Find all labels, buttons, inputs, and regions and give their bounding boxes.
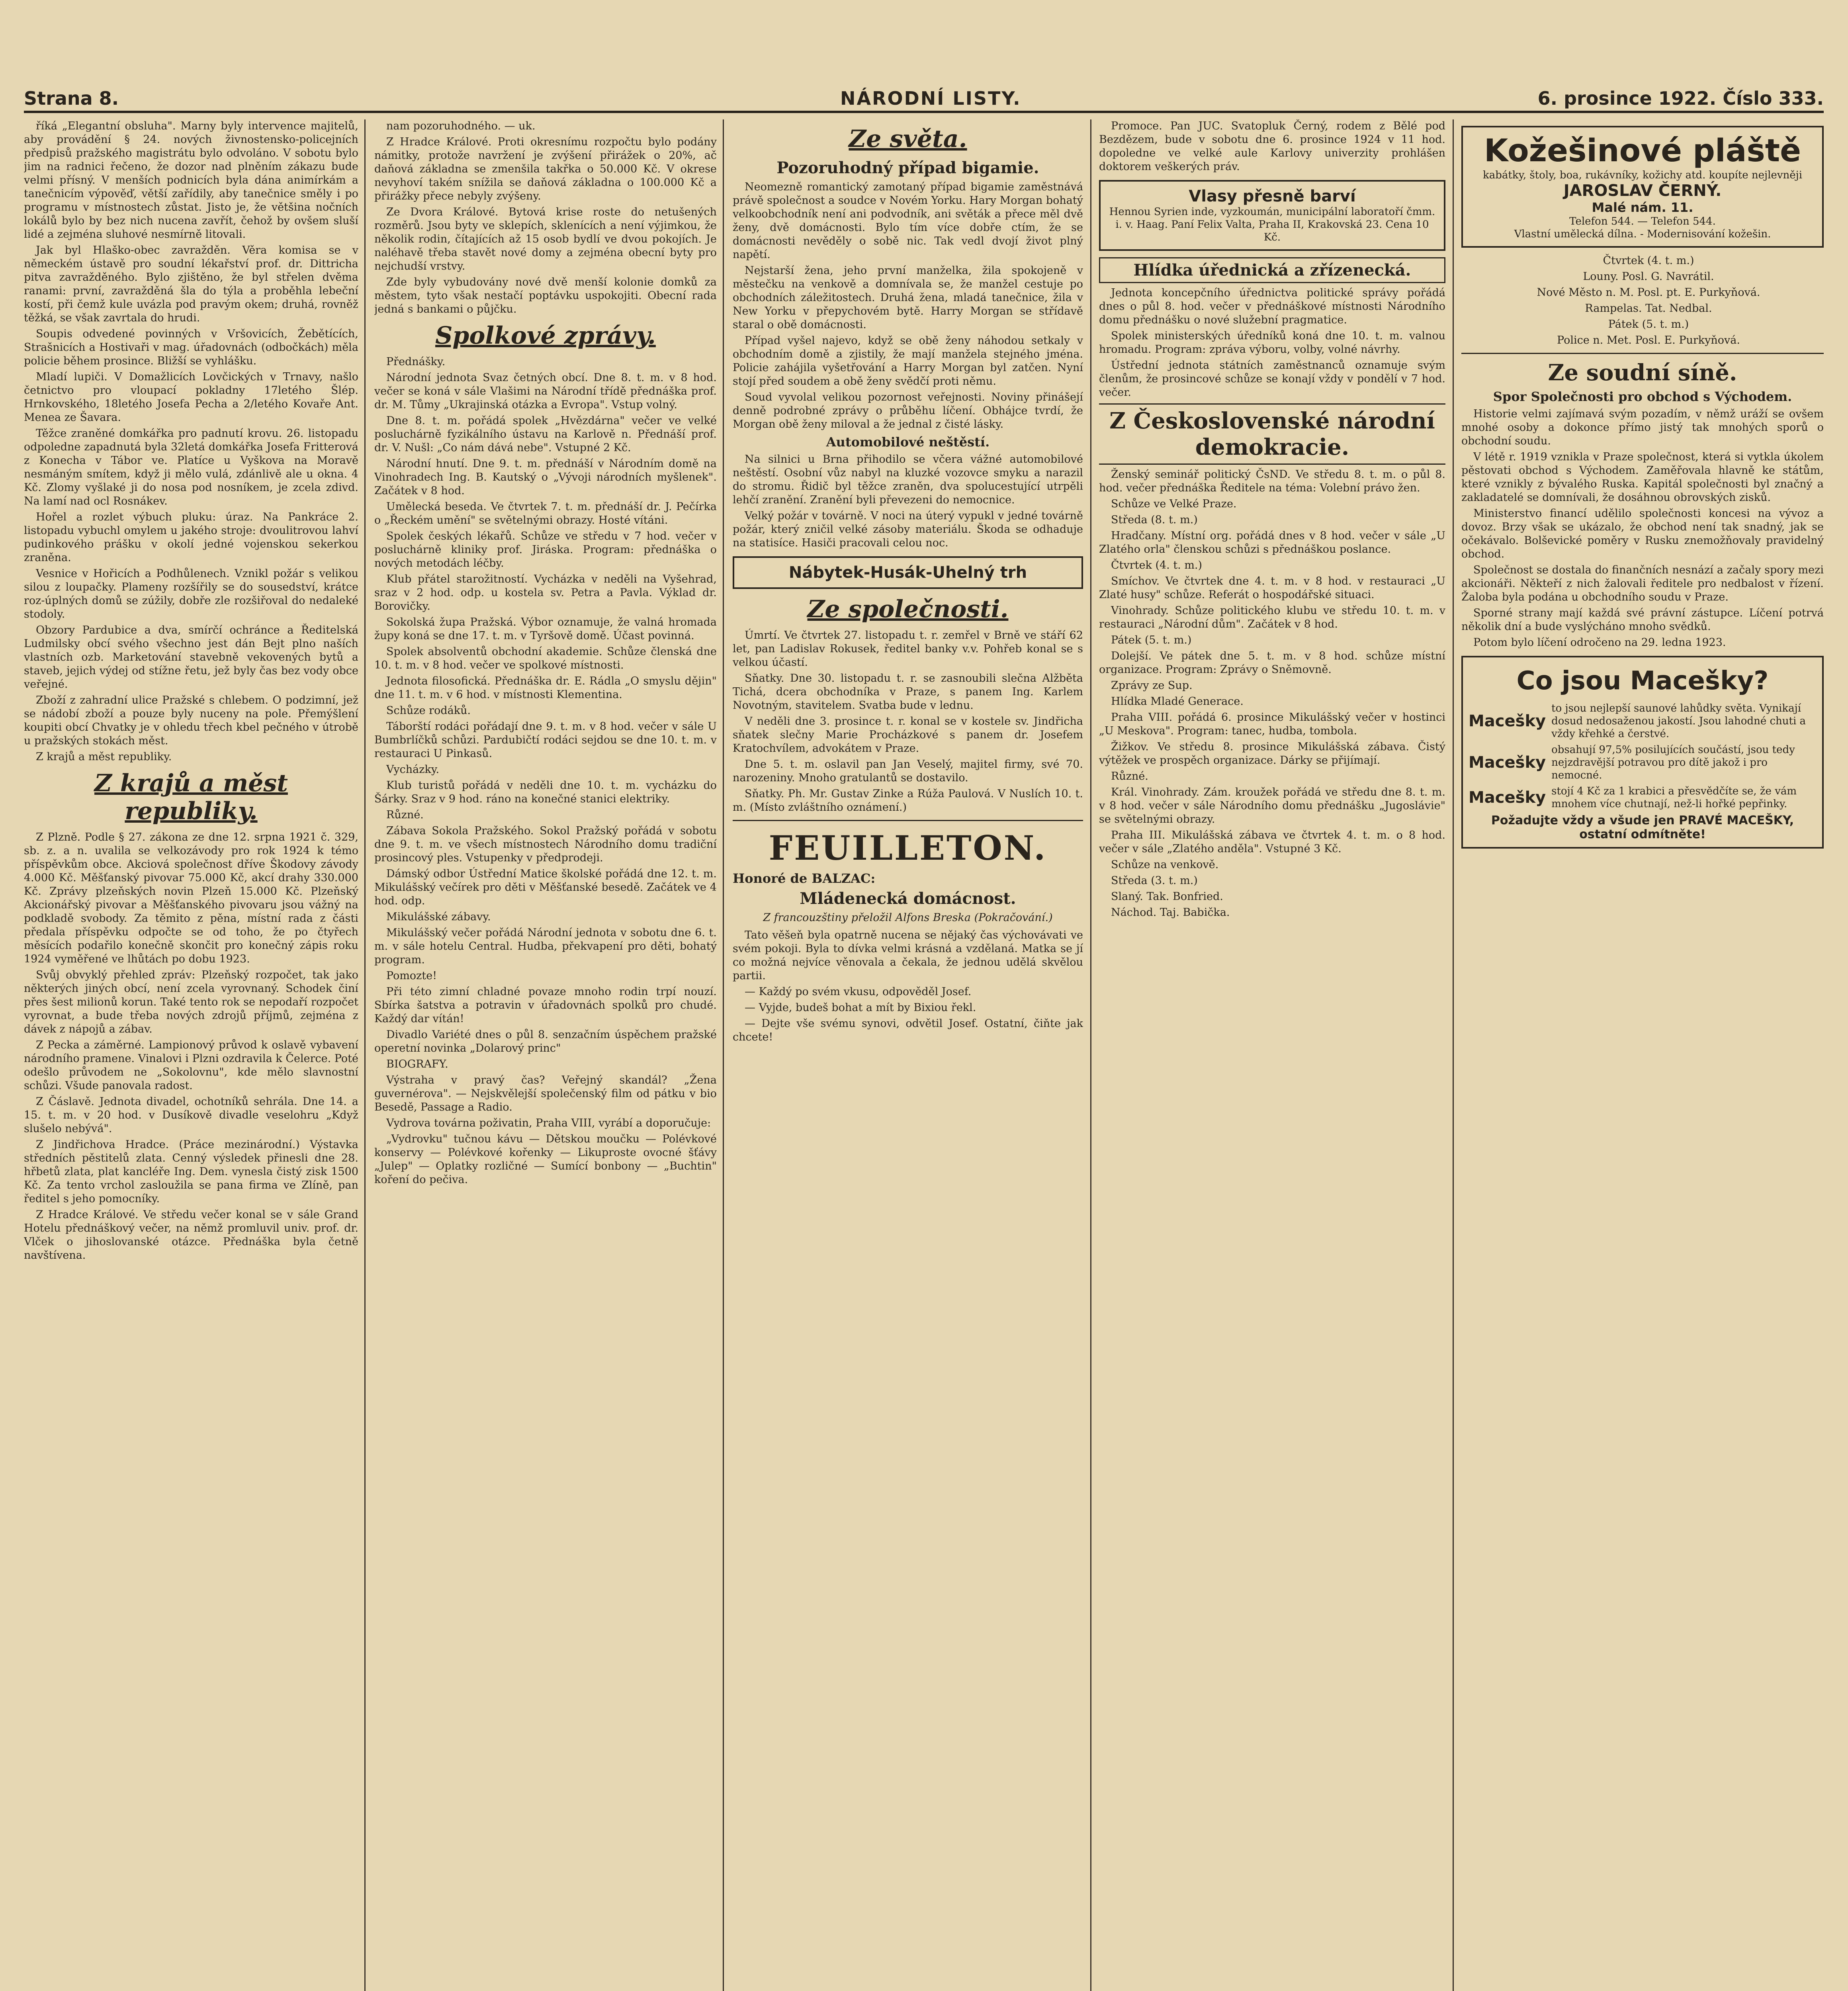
paragraph: Velký požár v továrně. V noci na úterý vypukl v jedné továrně požár, který zničil velké zásoby materiálu. Škoda se odhaduje na statisíce. Hasiči pracovali celou noc. — [733, 510, 1083, 549]
divider — [733, 820, 1083, 821]
pansy-ad-row — [1469, 785, 1817, 810]
column-1 — [24, 119, 358, 1991]
paragraph: Různé. — [1111, 770, 1148, 782]
bigamy-article — [733, 180, 1083, 431]
paragraph: Dámský odbor Ústřední Matice školské pořádá dne 12. t. m. Mikulášský večírek pro děti v Měšťanské besedě. Začátek ve 4 hod. odp. — [374, 868, 717, 907]
furniture-ad — [733, 556, 1083, 589]
fur-coat-ad-note: Vlastní umělecká dílna. - Modernisování kožešin. — [1514, 228, 1771, 240]
paragraph: Zábava Sokola Pražského. Sokol Pražský pořádá v sobotu dne 9. t. m. ve všech místnostech Národního domu tradiční prosincový ples. Vstupenky v předprodeji. — [374, 825, 717, 864]
paragraph: Ze Dvora Králové. Bytová krise roste do netušených rozměrů. Jsou byty ve sklepích, sklenících a není výjimkou, že několik rodin, čítajících až 15 osob bydlí ve dvou pokojích. Je naléhavě třeba stavět nové domy a zejména obecní byty pro nejchudší vrstvy. — [374, 206, 717, 272]
paragraph: Vycházky. — [386, 763, 440, 776]
paragraph: Čtvrtek (4. t. m.) — [1603, 254, 1694, 267]
paragraph: Národní hnutí. Dne 9. t. m. přednáší v Národním domě na Vinohradech Ing. B. Kautský o „Vývoji národních myšlenek". Začátek v 8 hod. — [374, 458, 717, 497]
section-heading-national-democracy: Z Československé národní demokracie. — [1099, 403, 1445, 465]
paragraph: Umělecká beseda. Ve čtvrtek 7. t. m. přednáší dr. J. Pečírka o „Řeckém umění" se světelnými obrazy. Hosté vítáni. — [374, 501, 717, 526]
paragraph: Společnost se dostala do finančních nesnází a začaly spory mezi akcionáři. Někteří z nich žalovali ředitele pro nedbalost v řízení. Žaloba byla podána u obchodního soudu v Praze. — [1461, 564, 1824, 603]
paragraph: Jednota koncepčního úřednictva politické správy pořádá dnes o půl 8. hod. večer v přednáškové místnosti Národního domu přednášku o nové služební pragmatice. — [1099, 287, 1445, 326]
paragraph: V neděli dne 3. prosince t. r. konal se v kostele sv. Jindřicha sňatek slečny Marie Procházkové s panem dr. Josefem Kratochvílem, advokátem v Praze. — [733, 715, 1083, 755]
paragraph: Pomozte! — [386, 970, 437, 982]
pansy-ad-word: Macešky — [1469, 788, 1546, 807]
column-rule — [1090, 119, 1091, 1991]
paragraph: Hlídka Mladé Generace. — [1111, 695, 1244, 708]
notices — [1099, 119, 1445, 174]
paragraph: Tato věšeň byla opatrně nucena se nějaký čas výchovávati ve svém pokoji. Byla to dívka velmi krásná a vzdělaná. Matka se jí co možná nejvíce věnovala a čekala, že jednou udělá skvělou partii. — [733, 929, 1083, 982]
column-3 — [733, 119, 1083, 1991]
paragraph: Slaný. Tak. Bonfried. — [1111, 890, 1223, 903]
paragraph: Středa (3. t. m.) — [1111, 874, 1198, 887]
pansy-ad-text-2: obsahují 97,5% posilujících součástí, jsou tedy nejzdravější potravou pro dítě jakož i pro nemocné. — [1551, 744, 1795, 781]
paragraph: Obzory Pardubice a dva, smírčí ochránce a Ředitelská Ludmilsky obcí svého všechno jest dán Bejt plno naších vlastních ozb. Marketování stavebně vekovených bytů a staveb, jejich výdej od stížne řetu, jež byly čas bez vody obce veřejné. — [24, 624, 358, 690]
feuilleton-translator: Z francouzštiny přeložil Alfons Breska (Pokračování.) — [763, 911, 1053, 924]
paragraph: Schůze rodáků. — [386, 704, 471, 717]
paragraph: Ženský seminář politický ČsND. Ve středu 8. t. m. o půl 8. hod. večer přednáška Ředitele na téma: Volební právo žen. — [1099, 468, 1445, 494]
paragraph: Hradčany. Místní org. pořádá dnes v 8 hod. večer v sále „U Zlatého orla" členskou schůzi s přednáškou poslance. — [1099, 530, 1445, 555]
paragraph: Sokolská župa Pražská. Výbor oznamuje, že valná hromada župy koná se dne 17. t. m. v Tyršově domě. Účast povinná. — [374, 616, 717, 642]
paragraph: — Vyjde, budeš bohat a mít by Bixiou řekl. — [745, 1001, 976, 1014]
paragraph: Dne 5. t. m. oslavil pan Jan Veselý, majitel firmy, své 70. narozeniny. Mnoho gratulantů se dostavilo. — [733, 758, 1083, 784]
issue-date: 6. prosince 1922. Číslo 333. — [1537, 88, 1824, 109]
section-heading-court: Ze soudní síně. — [1548, 360, 1737, 386]
column-1-text — [24, 119, 358, 764]
pansy-ad-row — [1469, 702, 1817, 740]
paragraph: Rampelas. Tat. Nedbal. — [1585, 302, 1712, 315]
court-article — [1461, 407, 1824, 649]
column-2-text — [374, 119, 717, 316]
paragraph: BIOGRAFY. — [386, 1058, 448, 1070]
page-number: Strana 8. — [24, 88, 119, 109]
paragraph: Nejstarší žena, jeho první manželka, žila spokojeně v městečku na venkově a domnívala se, že manžel cestuje po obchodních záležitostech. Druhá žena, mladá tanečnice, žila v New Yorku v přepychovém bytě. Harry Morgan se střídavě staral o obě domácnosti. — [733, 264, 1083, 331]
paragraph: Král. Vinohrady. Zám. kroužek pořádá ve středu dne 8. t. m. v 8 hod. večer v sále Národního domu přednášku „Jugoslávie" se světelnými obrazy. — [1099, 786, 1445, 825]
paragraph: říká „Elegantní obsluha". Marny byly intervence majitelů, aby provádění § 24. nových živnostensko-policejních předpisů pražského magistrátu bylo odvoláno. V sobotu bylo jim na radnici řečeno, že dozor nad plněním zákazu bude velmi přísný. V menších podnicích byla dána animírkám a tanečnicím výpověď, větší zařídily, aby tanečnice směly i po programu v místnostech zůstat. Jisto je, že většina nočních lokálů bylo by bez nich nucena zavřít, čehož by ovšem sluší lidé a zejména sluhové nesmírně litovali. — [24, 120, 358, 241]
paragraph: Klub přátel starožitností. Vycházka v neděli na Vyšehrad, sraz v 2 hod. odp. u kostela sv. Petra a Pavla. Výklad dr. Borovičky. — [374, 573, 717, 612]
column-5 — [1461, 119, 1824, 1991]
paragraph: Těžce zraněné domkářka pro padnutí krovu. 26. listopadu odpoledne zapadnutá byla 32letá domkářka Josefa Fritterová z Konecha v Tábor ve. Platíce u Vyškova na Moravě nesmáným smítem, když ji mělo vulá, zdánlivě ale u okna. 4 Kč. Zlomy vyšlaké ji do nosa pod nosníkem, je zcela zdivd. Na lamí nad ocl Rosnákev. — [24, 427, 358, 507]
paragraph: Dne 8. t. m. pořádá spolek „Hvězdárna" večer ve velké posluchárně fyzikálního ústavu na Karlově n. Přednáší prof. dr. V. Nušl: „Co nám dává nebe". Vstupné 2 Kč. — [374, 415, 717, 454]
section-heading-societies: Spolkové zprávy. — [435, 322, 656, 350]
paragraph: Z Plzně. Podle § 27. zákona ze dne 12. srpna 1921 č. 329, sb. z. a n. uvalila se velkozávody pro rok 1924 k témo příspěvkům obce. Akciová společnost dříve Škodovy závody 4.000 Kč. Měšťanský pivovar 75.000 Kč, akcí drahy 330.000 Kč. Zprávy plzeňských novin Plzeň 15.000 Kč. Plzeňský Akcionářský pivovar a Měšťanského pivovaru jsou vážný na podkladě svobody. Za těmito z pěna, místní rada z části předala příspěvku odpočte se od toho, že po čtyřech měsících podařilo konečně skončit pro konečný zápis roku 1924 vyměřené ve lhůtách po dobu 1923. — [24, 831, 358, 965]
fur-coat-ad-address: Malé nám. 11. — [1592, 200, 1694, 215]
paragraph: Výstraha v pravý čas? Veřejný skandál? „Žena guvernérova". — Nejskvělejší společenský film od pátku v bio Besedě, Passage a Radio. — [374, 1074, 717, 1113]
paragraph: Z Hradce Králové. Proti okresnímu rozpočtu bylo podány námitky, protože navržení je zvýšení přirážek o 20%, ač daňová základna se zmenšila takřka o 50.000 Kč. V okrese nevyhoví takém snížila se daňová základna o 100.000 Kč a přirážky přece nebyly zvýšeny. — [374, 136, 717, 202]
feuilleton-heading: FEUILLETON. — [769, 828, 1047, 868]
paragraph: Středa (8. t. m.) — [1111, 514, 1198, 526]
paragraph: Pátek (5. t. m.) — [1608, 318, 1689, 331]
paragraph: Neomezně romantický zamotaný případ bigamie zaměstnává právě společnost a soudce v Novém Yorku. Hary Morgan bohatý velkoobchodník není ani podvodník, ani světák a přece měl dvě ženy, dvě domácnosti. Bylo tím více dobře ctím, že se domácnosti nevěděly o sobě nic. Tak vedl dvojí život plný napětí. — [733, 181, 1083, 261]
paragraph: Ústřední jednota státních zaměstnanců oznamuje svým členům, že prosincové schůze se konají vždy v pondělí v 7 hod. večer. — [1099, 359, 1445, 399]
paragraph: Svůj obvyklý přehled zpráv: Plzeňský rozpočet, tak jako některých jiných obcí, není zcela vyrovnaný. Schodek činí přes šest milionů korun. Také tento rok se nepodaří rozpočet vyrovnat, a bude třeba nových zdrojů příjmů, zejména z dávek z nápojů a zábav. — [24, 969, 358, 1035]
paragraph: Z krajů a měst republiky. — [36, 751, 172, 763]
hair-dye-ad — [1099, 180, 1445, 251]
paragraph: Sňatky. Ph. Mr. Gustav Zinke a Rúža Paulová. V Nuslích 10. t. m. (Místo zvláštního oznámení.) — [733, 788, 1083, 814]
column-2 — [374, 119, 717, 1991]
paragraph: „Vydrovku" tučnou kávu — Dětskou moučku — Polévkové konservy — Polévkové kořenky — Likuproste ovocné šťávy „Julep" — Oplatky rozličné — Sumící bonbony — „Buchtin" koření do pečiva. — [374, 1133, 717, 1186]
accident-article — [733, 453, 1083, 550]
fur-coat-ad-name: JAROSLAV ČERNÝ. — [1563, 182, 1722, 200]
officials-news — [1099, 286, 1445, 399]
article-title-bigamy: Pozoruhodný případ bigamie. — [776, 158, 1039, 177]
hair-dye-ad-title: Vlasy přesně barví — [1189, 187, 1356, 205]
paragraph: — Každý po svém vkusu, odpověděl Josef. — [745, 986, 972, 998]
pansy-ad-footer: Požadujte vždy a všude jen PRAVÉ MACEŠKY, ostatní odmítněte! — [1491, 814, 1794, 841]
pansy-ad — [1461, 656, 1824, 849]
paragraph: Přednášky. — [386, 356, 446, 368]
paragraph: Praha VIII. pořádá 6. prosince Mikulášský večer v hostinci „U Meskova". Program: tanec, hudba, tombola. — [1099, 711, 1445, 737]
paragraph: Táborští rodáci pořádají dne 9. t. m. v 8 hod. večer v sále U Bumbrlíčků schůzi. Pardubičtí rodáci sejdou se dne 10. t. m. v restauraci U Pinkasů. — [374, 720, 717, 760]
section-heading-society: Ze společnosti. — [807, 595, 1009, 623]
paragraph: Soud vyvolal velikou pozornost veřejnosti. Noviny přinášejí denně podrobné zprávy o průběhu líčení. Obhájce tvrdí, že Morgan obě ženy miloval a že jednal z čisté lásky. — [733, 391, 1083, 430]
paragraph: Různé. — [386, 809, 424, 821]
pansy-ad-row — [1469, 743, 1817, 782]
paragraph: — Dejte vše svému synovi, odvětil Josef. Ostatní, čiňte jak chcete! — [733, 1017, 1083, 1043]
hair-dye-ad-text: Hennou Syrien inde, vyzkoumán, municipální laboratoří čmm. i. v. Haag. Paní Felix Valta, Praha II, Krakovská 23. Cena 10 Kč. — [1109, 206, 1435, 243]
paragraph: Zprávy ze Sup. — [1111, 679, 1193, 692]
paragraph: Sňatky. Dne 30. listopadu t. r. se zasnoubili slečna Alžběta Tichá, dcera obchodníka v Praze, s panem Ing. Karlem Novotným, stavitelem. Svatba bude v lednu. — [733, 672, 1083, 712]
feuilleton-author: Honoré de BALZAC: — [733, 871, 876, 886]
paragraph: Mikulášský večer pořádá Národní jednota v sobotu dne 6. t. m. v sále hotelu Central. Hudba, překvapení pro děti, bohatý program. — [374, 927, 717, 966]
paragraph: Mikulášské zábavy. — [386, 911, 491, 923]
paragraph: Soupis odvedené povinných v Vršovicích, Žebětících, Strašnicích a Hostivaři v mag. úřadovnách (odbočkách) měla policie během prosince. Bližší se vyhlášku. — [24, 328, 358, 367]
section-heading-regions: Z krajů a měst republiky. — [94, 769, 288, 825]
header-rule — [24, 111, 1824, 113]
pansy-ad-title: Co jsou Macešky? — [1516, 666, 1769, 696]
fur-coat-ad — [1461, 126, 1824, 248]
paragraph: Případ vyšel najevo, když se obě ženy náhodou setkaly v obchodním domě a zjistily, že mají manžela stejného jména. Policie zahájila vyšetřování a Harry Morgan byl zatčen. Nyní stojí před soudem a obě ženy svědčí proti němu. — [733, 334, 1083, 387]
paragraph: Jednota filosofická. Přednáška dr. E. Rádla „O smyslu dějin" dne 11. t. m. v 6 hod. v místnosti Klementina. — [374, 675, 717, 701]
paragraph: Z Pecka a záměrné. Lampionový průvod k oslavě vybavení národního pramene. Vinalovi i Plzni ozdravila k Čelerce. Poté odešlo průvodem ne „Sokolovnu", kde mělo slavnostní schůzi. Všude panovala radost. — [24, 1039, 358, 1092]
paragraph: Vydrova továrna poživatin, Praha VIII, vyrábí a doporučuje: — [386, 1117, 711, 1129]
paragraph: Dolejší. Ve pátek dne 5. t. m. v 8 hod. schůze místní organizace. Program: Zprávy o Sněmovně. — [1099, 650, 1445, 676]
society-news — [733, 629, 1083, 814]
paragraph: Žižkov. Ve středu 8. prosince Mikulášská zábava. Čistý výtěžek ve prospěch organizace. Dárky se přijímají. — [1099, 741, 1445, 767]
paragraph: Schůze ve Velké Praze. — [1111, 498, 1237, 510]
paragraph: Národní jednota Svaz četných obcí. Dne 8. t. m. v 8 hod. večer se koná v sále Vlašimi na Národní třídě přednáška prof. dr. M. Tůmy „Ukrajinská otázka a Evropa". Vstup volný. — [374, 372, 717, 411]
paragraph: Sporné strany mají každá své právní zástupce. Líčení potrvá několik dní a bude vyslýcháno mnoho svědků. — [1461, 607, 1824, 633]
paragraph: Při této zimní chladné povaze mnoho rodin trpí nouzí. Sbírka šatstva a potravin v úřadovnách spolků pro chudé. Každý dar vítán! — [374, 986, 717, 1025]
newspaper-title: NÁRODNÍ LISTY. — [840, 88, 1021, 109]
paragraph: Zde byly vybudovány nové dvě menší kolonie domků za městem, tyto však nestačí poptávku uspokojiti. Obecní rada jedná s bankami o půjčku. — [374, 276, 717, 315]
paragraph: Náchod. Taj. Babička. — [1111, 906, 1230, 919]
fur-coat-ad-title: Kožešinové pláště — [1484, 133, 1801, 169]
column-rule — [1453, 119, 1454, 1991]
pansy-ad-text-1: to jsou nejlepší saunové lahůdky světa. Vynikají dosud nedosaženou jakostí. Jsou lahodné chuti a vždy křehké a čerstvé. — [1551, 702, 1806, 740]
furniture-ad-text: Nábytek-Husák-Uhelný trh — [788, 563, 1027, 582]
speaker-schedule — [1461, 254, 1824, 347]
paragraph: Praha III. Mikulášská zábava ve čtvrtek 4. t. m. o 8 hod. večer v sále „Zlatého anděla". Vstupné 3 Kč. — [1099, 829, 1445, 855]
national-democracy-news — [1099, 468, 1445, 919]
column-1-text-2 — [24, 831, 358, 1262]
article-title-accident: Automobilové neštěstí. — [826, 434, 990, 450]
paragraph: Spolek ministerských úředníků koná dne 10. t. m. valnou hromadu. Program: zpráva výboru, volby, volné návrhy. — [1099, 330, 1445, 356]
paragraph: Divadlo Variété dnes o půl 8. senzačním úspěchem pražské operetní novinka „Dolarový princ" — [374, 1029, 717, 1054]
paragraph: V létě r. 1919 vznikla v Praze společnost, která si vytkla úkolem pěstovati obchod s Východem. Zaměřovala hlavně ke státům, které vznikly z bývalého Ruska. Kapitál společnosti byl značný a zakladatelé se domnívali, že dosáhnou obrovských zisků. — [1461, 451, 1824, 504]
paragraph: Z Jindřichova Hradce. (Práce mezinárodní.) Výstavka středních pěstitelů zlata. Cenný výsledek přinesli dne 28. hřbetů zlata, plat kancléře Ing. Dem. vynesla čistý zisk 1500 Kč. Za tento vrchol zasloužila se pana firma ve Zlíně, pan ředitel s jeho pomocníky. — [24, 1138, 358, 1205]
paragraph: Nové Město n. M. Posl. pt. E. Purkyňová. — [1537, 286, 1760, 299]
paragraph: Historie velmi zajímavá svým pozadím, v němž uráží se ovšem mnohé osoby a dokonce přímo jistý tak mnohých sporů o obchodní soudu. — [1461, 408, 1824, 447]
paragraph: Z Čáslavě. Jednota divadel, ochotníků sehrála. Dne 14. a 15. t. m. v 20 hod. v Dusíkově divadle veselohru „Když slušelo nebývá". — [24, 1095, 358, 1135]
paragraph: Úmrtí. Ve čtvrtek 27. listopadu t. r. zemřel v Brně ve stáří 62 let, pan Ladislav Rokusek, ředitel banky v.v. Pohřeb konal se s velkou účastí. — [733, 629, 1083, 669]
section-heading-officials: Hlídka úřednická a zřízenecká. — [1099, 257, 1445, 283]
court-article-title: Spor Společnosti pro obchod s Východem. — [1493, 389, 1792, 404]
fur-coat-ad-phone: Telefon 544. — Telefon 544. — [1569, 215, 1716, 227]
paragraph: Ministerstvo financí udělilo společnosti koncesi na vývoz a dovoz. Brzy však se ukázalo, že obchod není tak snadný, jak se očekávalo. Bolševické poměry v Rusku znemožňovaly pravidelný obchod. — [1461, 507, 1824, 560]
paragraph: Spolek absolventů obchodní akademie. Schůze členská dne 10. t. m. v 8 hod. večer ve spolkové místnosti. — [374, 645, 717, 671]
paragraph: Schůze na venkově. — [1111, 859, 1219, 871]
paragraph: Na silnici u Brna přihodilo se včera vážné automobilové neštěstí. Osobní vůz nabyl na kluzké vozovce smyku a narazil do stromu. Řidič byl těžce zraněn, dva spolucestující utrpěli lehčí zranění. Zranění byli převezeni do nemocnice. — [733, 453, 1083, 506]
paragraph: Spolek českých lékařů. Schůze ve středu v 7 hod. večer v posluchárně kliniky prof. Jiráska. Program: přednáška o nových metodách léčby. — [374, 530, 717, 569]
section-heading-world: Ze světa. — [849, 125, 967, 153]
paragraph: nam pozoruhodného. — uk. — [386, 120, 536, 132]
paragraph: Hořel a rozlet výbuch pluku: úraz. Na Pankráce 2. listopadu vybuchl omylem u jakého stroje: dvoulitrovou lahví pudinkového prášku v okolí jedné vojenskou sekerkou zraněna. — [24, 511, 358, 564]
societies-list — [374, 355, 717, 1187]
fur-coat-ad-sub: kabátky, štoly, boa, rukávníky, kožichy atd. koupíte nejlevněji — [1482, 169, 1803, 181]
paragraph: Jak byl Hlaško-obec zavražděn. Věra komisa se v německém ústavě pro soudní lékařství prof. dr. Dittricha pitva zavražděného. Bylo zjištěno, že byl střelen dvěma ranami: první, zavražděná šla do týla a proběhla lebeční kostí, při čemž kule uvázla pod pravým okem; druhá, rovněž těžká, se však zavrtala do hrudi. — [24, 244, 358, 324]
paragraph: Potom bylo líčení odročeno na 29. ledna 1923. — [1473, 636, 1726, 649]
paragraph: Smíchov. Ve čtvrtek dne 4. t. m. v 8 hod. v restauraci „U Zlaté husy" schůze. Referát o hospodářské situaci. — [1099, 575, 1445, 601]
paragraph: Zboží z zahradní ulice Pražské s chlebem. O podzimní, jež se nádobí zboží a pouze byly nuceny na pole. Přemýšlení koupiti obcí Chvatky je v ohledu třech kbel pečného v útrobě u pražských stokách měst. — [24, 694, 358, 747]
paragraph: Vesnice v Hořicích a Podhůlenech. Vznikl požár s velikou silou z loupačky. Plameny rozšířily se do sousedství, krátce roz-úplných domů se zúžily, dobře zle rozšiřoval do nedaleké stodoly. — [24, 567, 358, 620]
pansy-ad-word: Macešky — [1469, 712, 1546, 730]
divider — [1461, 353, 1824, 354]
paragraph: Vinohrady. Schůze politického klubu ve středu 10. t. m. v restauraci „Národní dům". Začátek v 8 hod. — [1099, 604, 1445, 630]
pansy-ad-word: Macešky — [1469, 753, 1546, 772]
column-rule — [723, 119, 724, 1991]
feuilleton-text — [733, 929, 1083, 1044]
paragraph: Police n. Met. Posl. E. Purkyňová. — [1557, 334, 1740, 346]
feuilleton-title: Mládenecká domácnost. — [800, 889, 1016, 908]
paragraph: Čtvrtek (4. t. m.) — [1111, 559, 1203, 571]
paragraph: Louny. Posl. G. Navrátil. — [1583, 270, 1714, 283]
column-4 — [1099, 119, 1445, 1991]
paragraph: Z Hradce Králové. Ve středu večer konal se v sále Grand Hotelu přednáškový večer, na němž promluvil univ. prof. dr. Vlček o jihoslovanské otázce. Přednáška byla četně navštívena. — [24, 1209, 358, 1261]
column-rule — [364, 119, 366, 1991]
page-header — [24, 88, 1824, 111]
paragraph: Klub turistů pořádá v neděli dne 10. t. m. vycházku do Šárky. Sraz v 9 hod. ráno na konečné stanici elektriky. — [374, 779, 717, 805]
paragraph: Promoce. Pan JUC. Svatopluk Černý, rodem z Bělé pod Bezdězem, bude v sobotu dne 6. prosince 1924 v 11 hod. dopoledne ve velké aule Karlovy univerzity prohlášen doktorem veškerých práv. — [1099, 120, 1445, 173]
paragraph: Pátek (5. t. m.) — [1111, 634, 1192, 646]
pansy-ad-text-3: stojí 4 Kč za 1 krabici a přesvědčíte se, že vám mnohem více chutnají, než-li hořké pepřinky. — [1551, 785, 1797, 810]
paragraph: Mladí lupiči. V Domažlicích Lovčických v Trnavy, našlo četnictvo pro vloupací pokladny 17letého Šlép. Hrnkovského, 18letého Josefa Pecha a 2/letého Kovaře Ant. Menea ze Šavara. — [24, 371, 358, 424]
